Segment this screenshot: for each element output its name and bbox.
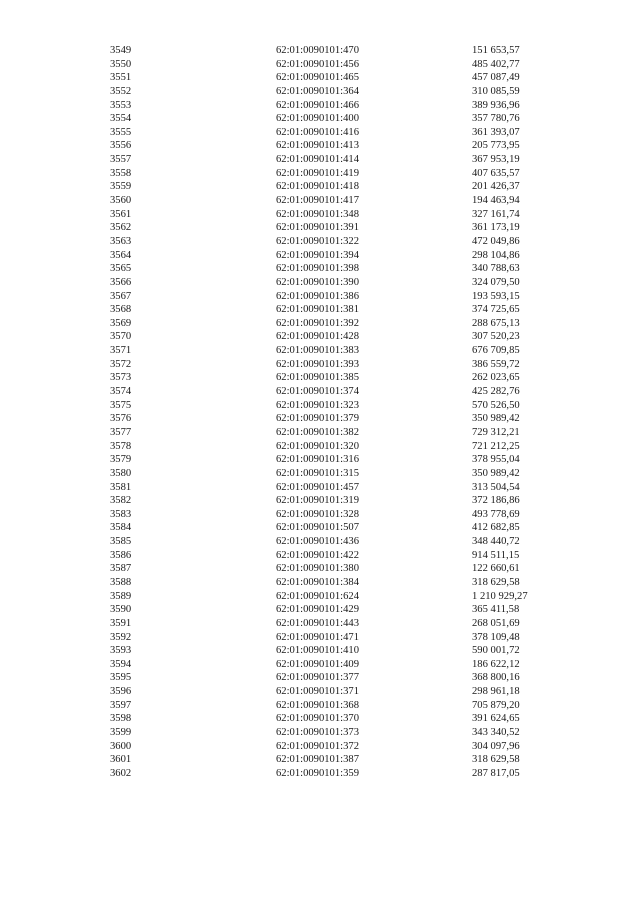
cadastral-number: 62:01:0090101:429: [276, 604, 359, 616]
cadastral-value: 485 402,77: [472, 58, 520, 70]
cadastral-value: 412 682,85: [472, 522, 520, 534]
cadastral-number: 62:01:0090101:457: [276, 481, 359, 493]
row-number: 3552: [110, 85, 132, 97]
row-number: 3600: [110, 740, 132, 752]
cadastral-value: 425 282,76: [472, 386, 520, 398]
table-row: [0, 671, 640, 685]
row-number: 3588: [110, 576, 132, 588]
cadastral-value: 122 660,61: [472, 563, 520, 575]
table-row: [0, 631, 640, 645]
cadastral-value: 372 186,86: [472, 495, 520, 507]
table-row: [0, 358, 640, 372]
cadastral-value: 327 161,74: [472, 208, 520, 220]
cadastral-value: 340 788,63: [472, 263, 520, 275]
row-number: 3590: [110, 604, 132, 616]
cadastral-number: 62:01:0090101:471: [276, 631, 359, 643]
table-row: [0, 112, 640, 126]
row-number: 3592: [110, 631, 132, 643]
row-number: 3587: [110, 563, 132, 575]
cadastral-value: 361 173,19: [472, 222, 520, 234]
cadastral-value: 304 097,96: [472, 740, 520, 752]
table-row: [0, 385, 640, 399]
table-row: [0, 494, 640, 508]
row-number: 3579: [110, 454, 132, 466]
cadastral-value: 205 773,95: [472, 140, 520, 152]
table-row: [0, 590, 640, 604]
cadastral-number: 62:01:0090101:316: [276, 454, 359, 466]
cadastral-number: 62:01:0090101:428: [276, 331, 359, 343]
table-row: [0, 317, 640, 331]
table-row: [0, 521, 640, 535]
row-number: 3593: [110, 645, 132, 657]
cadastral-value: 472 049,86: [472, 235, 520, 247]
cadastral-value: 407 635,57: [472, 167, 520, 179]
cadastral-value: 378 109,48: [472, 631, 520, 643]
cadastral-value: 287 817,05: [472, 767, 520, 779]
cadastral-number: 62:01:0090101:409: [276, 658, 359, 670]
table-row: [0, 399, 640, 413]
cadastral-number: 62:01:0090101:398: [276, 263, 359, 275]
table-row: [0, 58, 640, 72]
row-number: 3578: [110, 440, 132, 452]
table-row: [0, 467, 640, 481]
cadastral-value: 386 559,72: [472, 358, 520, 370]
table-row: [0, 644, 640, 658]
cadastral-number: 62:01:0090101:443: [276, 617, 359, 629]
table-row: [0, 249, 640, 263]
cadastral-number: 62:01:0090101:390: [276, 276, 359, 288]
cadastral-value: 348 440,72: [472, 536, 520, 548]
table-row: [0, 235, 640, 249]
cadastral-number: 62:01:0090101:466: [276, 99, 359, 111]
cadastral-value: 318 629,58: [472, 754, 520, 766]
cadastral-number: 62:01:0090101:387: [276, 754, 359, 766]
cadastral-value: 570 526,50: [472, 399, 520, 411]
cadastral-value: 324 079,50: [472, 276, 520, 288]
cadastral-number: 62:01:0090101:394: [276, 249, 359, 261]
cadastral-value: 357 780,76: [472, 113, 520, 125]
row-number: 3595: [110, 672, 132, 684]
cadastral-value: 262 023,65: [472, 372, 520, 384]
row-number: 3573: [110, 372, 132, 384]
cadastral-number: 62:01:0090101:377: [276, 672, 359, 684]
cadastral-number: 62:01:0090101:391: [276, 222, 359, 234]
cadastral-value: 193 593,15: [472, 290, 520, 302]
row-number: 3551: [110, 72, 132, 84]
row-number: 3597: [110, 699, 132, 711]
cadastral-value: 268 051,69: [472, 617, 520, 629]
table-row: [0, 139, 640, 153]
cadastral-value: 361 393,07: [472, 126, 520, 138]
cadastral-value: 201 426,37: [472, 181, 520, 193]
table-row: [0, 44, 640, 58]
row-number: 3567: [110, 290, 132, 302]
cadastral-number: 62:01:0090101:373: [276, 727, 359, 739]
table-row: [0, 85, 640, 99]
row-number: 3580: [110, 467, 132, 479]
cadastral-value: 391 624,65: [472, 713, 520, 725]
row-number: 3558: [110, 167, 132, 179]
cadastral-value: 151 653,57: [472, 45, 520, 56]
table-row: [0, 453, 640, 467]
cadastral-value: 298 104,86: [472, 249, 520, 261]
row-number: 3564: [110, 249, 132, 261]
cadastral-number: 62:01:0090101:370: [276, 713, 359, 725]
row-number: 3566: [110, 276, 132, 288]
cadastral-value: 310 085,59: [472, 85, 520, 97]
row-number: 3583: [110, 508, 132, 520]
cadastral-value: 350 989,42: [472, 413, 520, 425]
cadastral-number: 62:01:0090101:359: [276, 767, 359, 779]
cadastral-number: 62:01:0090101:328: [276, 508, 359, 520]
cadastral-value: 288 675,13: [472, 317, 520, 329]
cadastral-value: 368 800,16: [472, 672, 520, 684]
row-number: 3571: [110, 345, 132, 357]
table-row: [0, 726, 640, 740]
table-row: [0, 603, 640, 617]
table-row: [0, 699, 640, 713]
row-number: 3557: [110, 154, 132, 166]
row-number: 3563: [110, 235, 132, 247]
table-row: [0, 767, 640, 781]
cadastral-value: 493 778,69: [472, 508, 520, 520]
table-row: [0, 426, 640, 440]
row-number: 3598: [110, 713, 132, 725]
table-row: [0, 276, 640, 290]
table-row: [0, 167, 640, 181]
table-row: [0, 712, 640, 726]
table-row: [0, 153, 640, 167]
cadastral-number: 62:01:0090101:381: [276, 304, 359, 316]
table-row: [0, 99, 640, 113]
cadastral-number: 62:01:0090101:322: [276, 235, 359, 247]
cadastral-number: 62:01:0090101:319: [276, 495, 359, 507]
cadastral-value: 367 953,19: [472, 154, 520, 166]
cadastral-value: 705 879,20: [472, 699, 520, 711]
row-number: 3582: [110, 495, 132, 507]
row-number: 3550: [110, 58, 132, 70]
row-number: 3576: [110, 413, 132, 425]
row-number: 3559: [110, 181, 132, 193]
cadastral-number: 62:01:0090101:320: [276, 440, 359, 452]
table-row: [0, 481, 640, 495]
cadastral-value: 318 629,58: [472, 576, 520, 588]
cadastral-number: 62:01:0090101:372: [276, 740, 359, 752]
row-number: 3599: [110, 727, 132, 739]
cadastral-number: 62:01:0090101:315: [276, 467, 359, 479]
cadastral-number: 62:01:0090101:348: [276, 208, 359, 220]
row-number: 3549: [110, 45, 132, 56]
table-row: [0, 344, 640, 358]
row-number: 3586: [110, 549, 132, 561]
cadastral-number: 62:01:0090101:380: [276, 563, 359, 575]
table-row: [0, 576, 640, 590]
table-row: [0, 71, 640, 85]
row-number: 3585: [110, 536, 132, 548]
table-row: [0, 549, 640, 563]
cadastral-number: 62:01:0090101:368: [276, 699, 359, 711]
cadastral-number: 62:01:0090101:413: [276, 140, 359, 152]
cadastral-value: 676 709,85: [472, 345, 520, 357]
row-number: 3568: [110, 304, 132, 316]
cadastral-number: 62:01:0090101:400: [276, 113, 359, 125]
cadastral-number: 62:01:0090101:456: [276, 58, 359, 70]
row-number: 3584: [110, 522, 132, 534]
cadastral-value: 298 961,18: [472, 686, 520, 698]
table-row: [0, 371, 640, 385]
table-row: [0, 126, 640, 140]
row-number: 3575: [110, 399, 132, 411]
cadastral-number: 62:01:0090101:419: [276, 167, 359, 179]
row-number: 3574: [110, 386, 132, 398]
cadastral-value: 590 001,72: [472, 645, 520, 657]
cadastral-number: 62:01:0090101:417: [276, 195, 359, 207]
table-row: [0, 330, 640, 344]
row-number: 3577: [110, 426, 132, 438]
table-row: [0, 562, 640, 576]
row-number: 3589: [110, 590, 132, 602]
table-row: [0, 221, 640, 235]
cadastral-number: 62:01:0090101:379: [276, 413, 359, 425]
cadastral-value: 307 520,23: [472, 331, 520, 343]
table-row: [0, 753, 640, 767]
cadastral-number: 62:01:0090101:392: [276, 317, 359, 329]
cadastral-value: 194 463,94: [472, 195, 520, 207]
row-number: 3553: [110, 99, 132, 111]
cadastral-number: 62:01:0090101:470: [276, 45, 359, 56]
table-row: [0, 658, 640, 672]
row-number: 3565: [110, 263, 132, 275]
table-row: [0, 180, 640, 194]
row-number: 3562: [110, 222, 132, 234]
cadastral-number: 62:01:0090101:624: [276, 590, 359, 602]
row-number: 3561: [110, 208, 132, 220]
cadastral-value: 729 312,21: [472, 426, 520, 438]
cadastral-number: 62:01:0090101:465: [276, 72, 359, 84]
cadastral-number: 62:01:0090101:414: [276, 154, 359, 166]
cadastral-number: 62:01:0090101:382: [276, 426, 359, 438]
cadastral-number: 62:01:0090101:416: [276, 126, 359, 138]
cadastral-value: 457 087,49: [472, 72, 520, 84]
cadastral-number: 62:01:0090101:436: [276, 536, 359, 548]
cadastral-value-table: [0, 44, 640, 781]
cadastral-value: 721 212,25: [472, 440, 520, 452]
row-number: 3581: [110, 481, 132, 493]
row-number: 3555: [110, 126, 132, 138]
table-row: [0, 508, 640, 522]
cadastral-value: 1 210 929,27: [472, 590, 528, 602]
cadastral-number: 62:01:0090101:507: [276, 522, 359, 534]
cadastral-number: 62:01:0090101:374: [276, 386, 359, 398]
cadastral-number: 62:01:0090101:371: [276, 686, 359, 698]
table-row: [0, 740, 640, 754]
cadastral-number: 62:01:0090101:384: [276, 576, 359, 588]
row-number: 3556: [110, 140, 132, 152]
table-row: [0, 440, 640, 454]
cadastral-value: 313 504,54: [472, 481, 520, 493]
cadastral-value: 365 411,58: [472, 604, 520, 616]
cadastral-value: 914 511,15: [472, 549, 520, 561]
cadastral-value: 186 622,12: [472, 658, 520, 670]
row-number: 3596: [110, 686, 132, 698]
table-row: [0, 262, 640, 276]
cadastral-number: 62:01:0090101:418: [276, 181, 359, 193]
cadastral-number: 62:01:0090101:323: [276, 399, 359, 411]
table-row: [0, 303, 640, 317]
row-number: 3594: [110, 658, 132, 670]
table-row: [0, 412, 640, 426]
cadastral-number: 62:01:0090101:383: [276, 345, 359, 357]
cadastral-value: 389 936,96: [472, 99, 520, 111]
cadastral-value: 374 725,65: [472, 304, 520, 316]
cadastral-number: 62:01:0090101:364: [276, 85, 359, 97]
cadastral-number: 62:01:0090101:422: [276, 549, 359, 561]
row-number: 3601: [110, 754, 132, 766]
table-row: [0, 290, 640, 304]
cadastral-value: 343 340,52: [472, 727, 520, 739]
table-row: [0, 685, 640, 699]
cadastral-number: 62:01:0090101:410: [276, 645, 359, 657]
cadastral-value: 378 955,04: [472, 454, 520, 466]
row-number: 3572: [110, 358, 132, 370]
row-number: 3569: [110, 317, 132, 329]
cadastral-number: 62:01:0090101:386: [276, 290, 359, 302]
row-number: 3554: [110, 113, 132, 125]
cadastral-value: 350 989,42: [472, 467, 520, 479]
row-number: 3570: [110, 331, 132, 343]
cadastral-number: 62:01:0090101:393: [276, 358, 359, 370]
row-number: 3560: [110, 195, 132, 207]
cadastral-number: 62:01:0090101:385: [276, 372, 359, 384]
table-row: [0, 208, 640, 222]
row-number: 3591: [110, 617, 132, 629]
table-row: [0, 617, 640, 631]
table-row: [0, 194, 640, 208]
row-number: 3602: [110, 767, 132, 779]
table-row: [0, 535, 640, 549]
